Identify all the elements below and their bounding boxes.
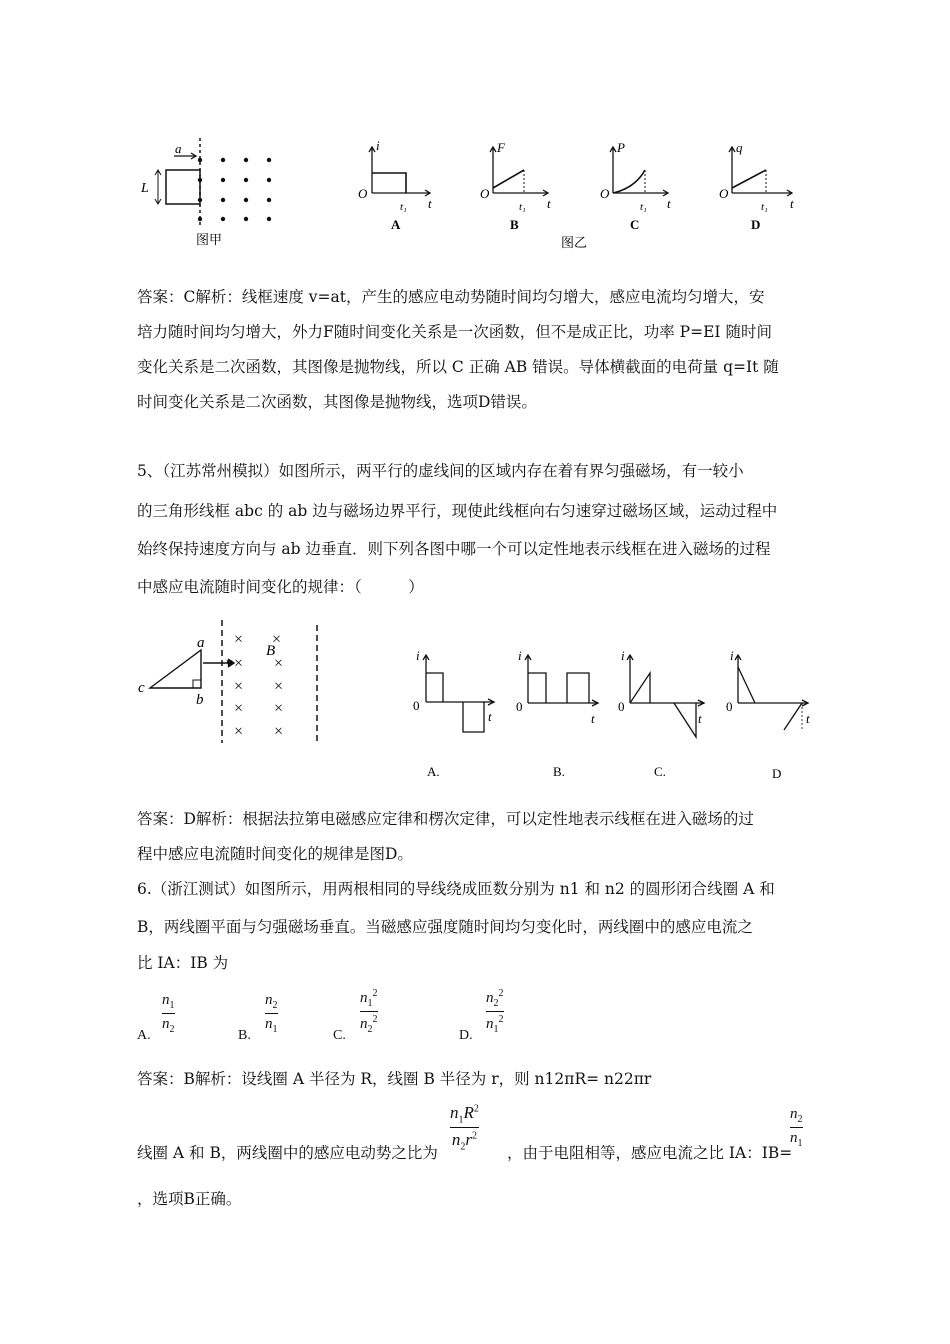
svg-text:×: × <box>274 678 284 695</box>
q5-question-line-4: 中感应电流随时间变化的规律：（ ） <box>137 578 424 596</box>
svg-text:×: × <box>234 723 244 740</box>
q6-option-c-fraction: $n_1^2$ $n_2^2$ <box>360 988 378 1035</box>
q6-option-c-label: C. <box>333 1028 346 1043</box>
q6-answer-line-2a: 线圈 A 和 B，两线圈中的感应电动势之比为 <box>137 1144 438 1162</box>
q5-a-origin: 0 <box>413 698 420 713</box>
q5-graph-d <box>735 655 808 730</box>
q6-question-line-2: B，两线圈平面与匀强磁场垂直。当磁感应强度随时间均匀变化时，两线圈中的感应电流之 <box>137 918 753 936</box>
q4-option-d: D <box>751 217 761 232</box>
q4-c-origin: O <box>600 186 610 201</box>
q4-answer-line-1: 答案：C解析：线框速度 v=at，产生的感应电动势随时间均匀增大，感应电流均匀增大，安 <box>137 288 765 306</box>
q5-b-axis-t: t <box>591 711 595 726</box>
q5-question-line-3: 始终保持速度方向与 ab 边垂直．则下列各图中哪一个可以定性地表示线框在进入磁场的过程 <box>137 540 771 558</box>
q4-b-t1: t₁ <box>519 201 526 213</box>
q6-option-d-fraction: $n_2^2$ $n_1^2$ <box>486 988 504 1035</box>
q5-c-origin: 0 <box>618 699 625 714</box>
q5-question-line-2: 的三角形线框 abc 的 ab 边与磁场边界平行，现使此线框向右匀速穿过磁场区域，运动过程中 <box>137 502 778 520</box>
q4-d-axis-q: q <box>736 140 743 155</box>
q5-option-a: A. <box>427 764 440 779</box>
q5-a-axis-t: t <box>488 709 492 724</box>
q6-current-ratio-fraction: $n_2$ $n_1$ <box>790 1106 803 1149</box>
q5-label-c: c <box>138 680 145 696</box>
svg-text:×: × <box>234 631 244 648</box>
q4-field-dots <box>198 158 271 221</box>
q5-label-b: b <box>196 692 204 708</box>
q5-label-a: a <box>197 635 205 651</box>
q5-a-axis-i: i <box>416 648 420 663</box>
q4-figure <box>130 130 810 255</box>
q6-option-d-label: D. <box>459 1028 473 1043</box>
q5-option-b: B. <box>553 764 565 779</box>
q5-answer-line-1: 答案：D解析：根据法拉第电磁感应定律和楞次定律，可以定性地表示线框在进入磁场的过 <box>137 810 754 828</box>
q6-emf-ratio-fraction: $n_1R^2$ $n_2r^2$ <box>450 1103 479 1153</box>
q4-d-origin: O <box>719 186 729 201</box>
q4-answer-line-3: 变化关系是二次函数，其图像是抛物线，所以 C 正确 AB 错误。导体横截面的电荷量 q=It 随 <box>137 358 779 376</box>
q5-graph-b <box>525 655 598 706</box>
q4-label-a: a <box>175 141 182 156</box>
q6-answer-line-3: ，选项B正确。 <box>137 1190 242 1208</box>
svg-text:×: × <box>274 723 284 740</box>
q5-graph-a <box>423 655 494 732</box>
q6-option-b-label: B. <box>238 1028 251 1043</box>
q5-c-axis-i: i <box>621 648 625 663</box>
q5-option-d: D <box>772 766 782 781</box>
q4-option-b: B <box>510 217 519 232</box>
q6-question-line-3: 比 IA：IB 为 <box>137 954 229 972</box>
q5-figure <box>130 615 820 790</box>
q5-b-origin: 0 <box>516 699 523 714</box>
q4-c-axis-t: t <box>667 196 671 211</box>
q4-a-axis-i: i <box>376 138 380 153</box>
q5-d-axis-t: t <box>806 711 810 726</box>
q4-answer-line-4: 时间变化关系是二次函数，其图像是抛物线，选项D错误。 <box>137 393 537 411</box>
svg-text:×: × <box>234 678 244 695</box>
q4-d-axis-t: t <box>790 196 794 211</box>
q5-graph-c <box>627 655 704 737</box>
svg-text:×: × <box>274 655 284 672</box>
q4-graph-a <box>369 147 430 196</box>
q5-question-line-1: 5、（江苏常州模拟）如图所示，两平行的虚线间的区域内存在着有界匀强磁场，有一较小 <box>137 462 744 480</box>
q4-b-origin: O <box>480 186 490 201</box>
q5-answer-line-2: 程中感应电流随时间变化的规律是图D。 <box>137 845 413 863</box>
svg-text:×: × <box>234 700 244 717</box>
q6-answer-line-1: 答案：B解析：设线圈 A 半径为 R，线圈 B 半径为 r，则 n12πR= n22πr <box>137 1070 652 1088</box>
q4-a-t1: t₁ <box>400 201 407 213</box>
q6-option-b-fraction: $n_2$ $n_1$ <box>265 992 278 1035</box>
q4-fig-yi-caption: 图乙 <box>561 235 588 250</box>
q5-field-crosses <box>234 631 283 740</box>
q6-option-a-label: A. <box>137 1028 151 1043</box>
q4-c-axis-P: P <box>617 140 625 155</box>
q5-d-origin: 0 <box>726 699 733 714</box>
q5-b-axis-i: i <box>518 648 522 663</box>
q5-c-axis-t: t <box>698 711 702 726</box>
q4-option-c: C <box>630 217 640 232</box>
q4-fig-jia-caption: 图甲 <box>196 232 223 247</box>
q5-label-B: B <box>266 643 276 659</box>
q4-label-L: L <box>141 181 149 196</box>
q4-answer-line-2: 培力随时间均匀增大，外力F随时间变化关系是一次函数，但不是成正比，功率 P=EI 随时间 <box>137 323 772 341</box>
q4-b-axis-F: F <box>497 140 505 155</box>
q4-a-axis-t: t <box>428 196 432 211</box>
q6-answer-line-2b: ，由于电阻相等，感应电流之比 IA：IB= <box>507 1144 793 1162</box>
q4-d-t1: t₁ <box>761 201 768 213</box>
svg-text:×: × <box>234 655 244 672</box>
q5-option-c: C. <box>654 764 666 779</box>
q4-c-t1: t₁ <box>640 201 647 213</box>
q6-option-a-fraction: $n_1$ $n_2$ <box>162 992 175 1035</box>
q4-a-origin: O <box>358 186 368 201</box>
q4-option-a: A <box>391 217 401 232</box>
svg-text:×: × <box>274 700 284 717</box>
q5-d-axis-i: i <box>730 648 734 663</box>
q4-b-axis-t: t <box>547 196 551 211</box>
svg-text:×: × <box>272 631 282 648</box>
q6-question-line-1: 6.（浙江测试）如图所示，用两根相同的导线绕成匝数分别为 n1 和 n2 的圆形闭合线圈 A 和 <box>137 880 775 898</box>
q5-label-v: v <box>226 656 233 671</box>
